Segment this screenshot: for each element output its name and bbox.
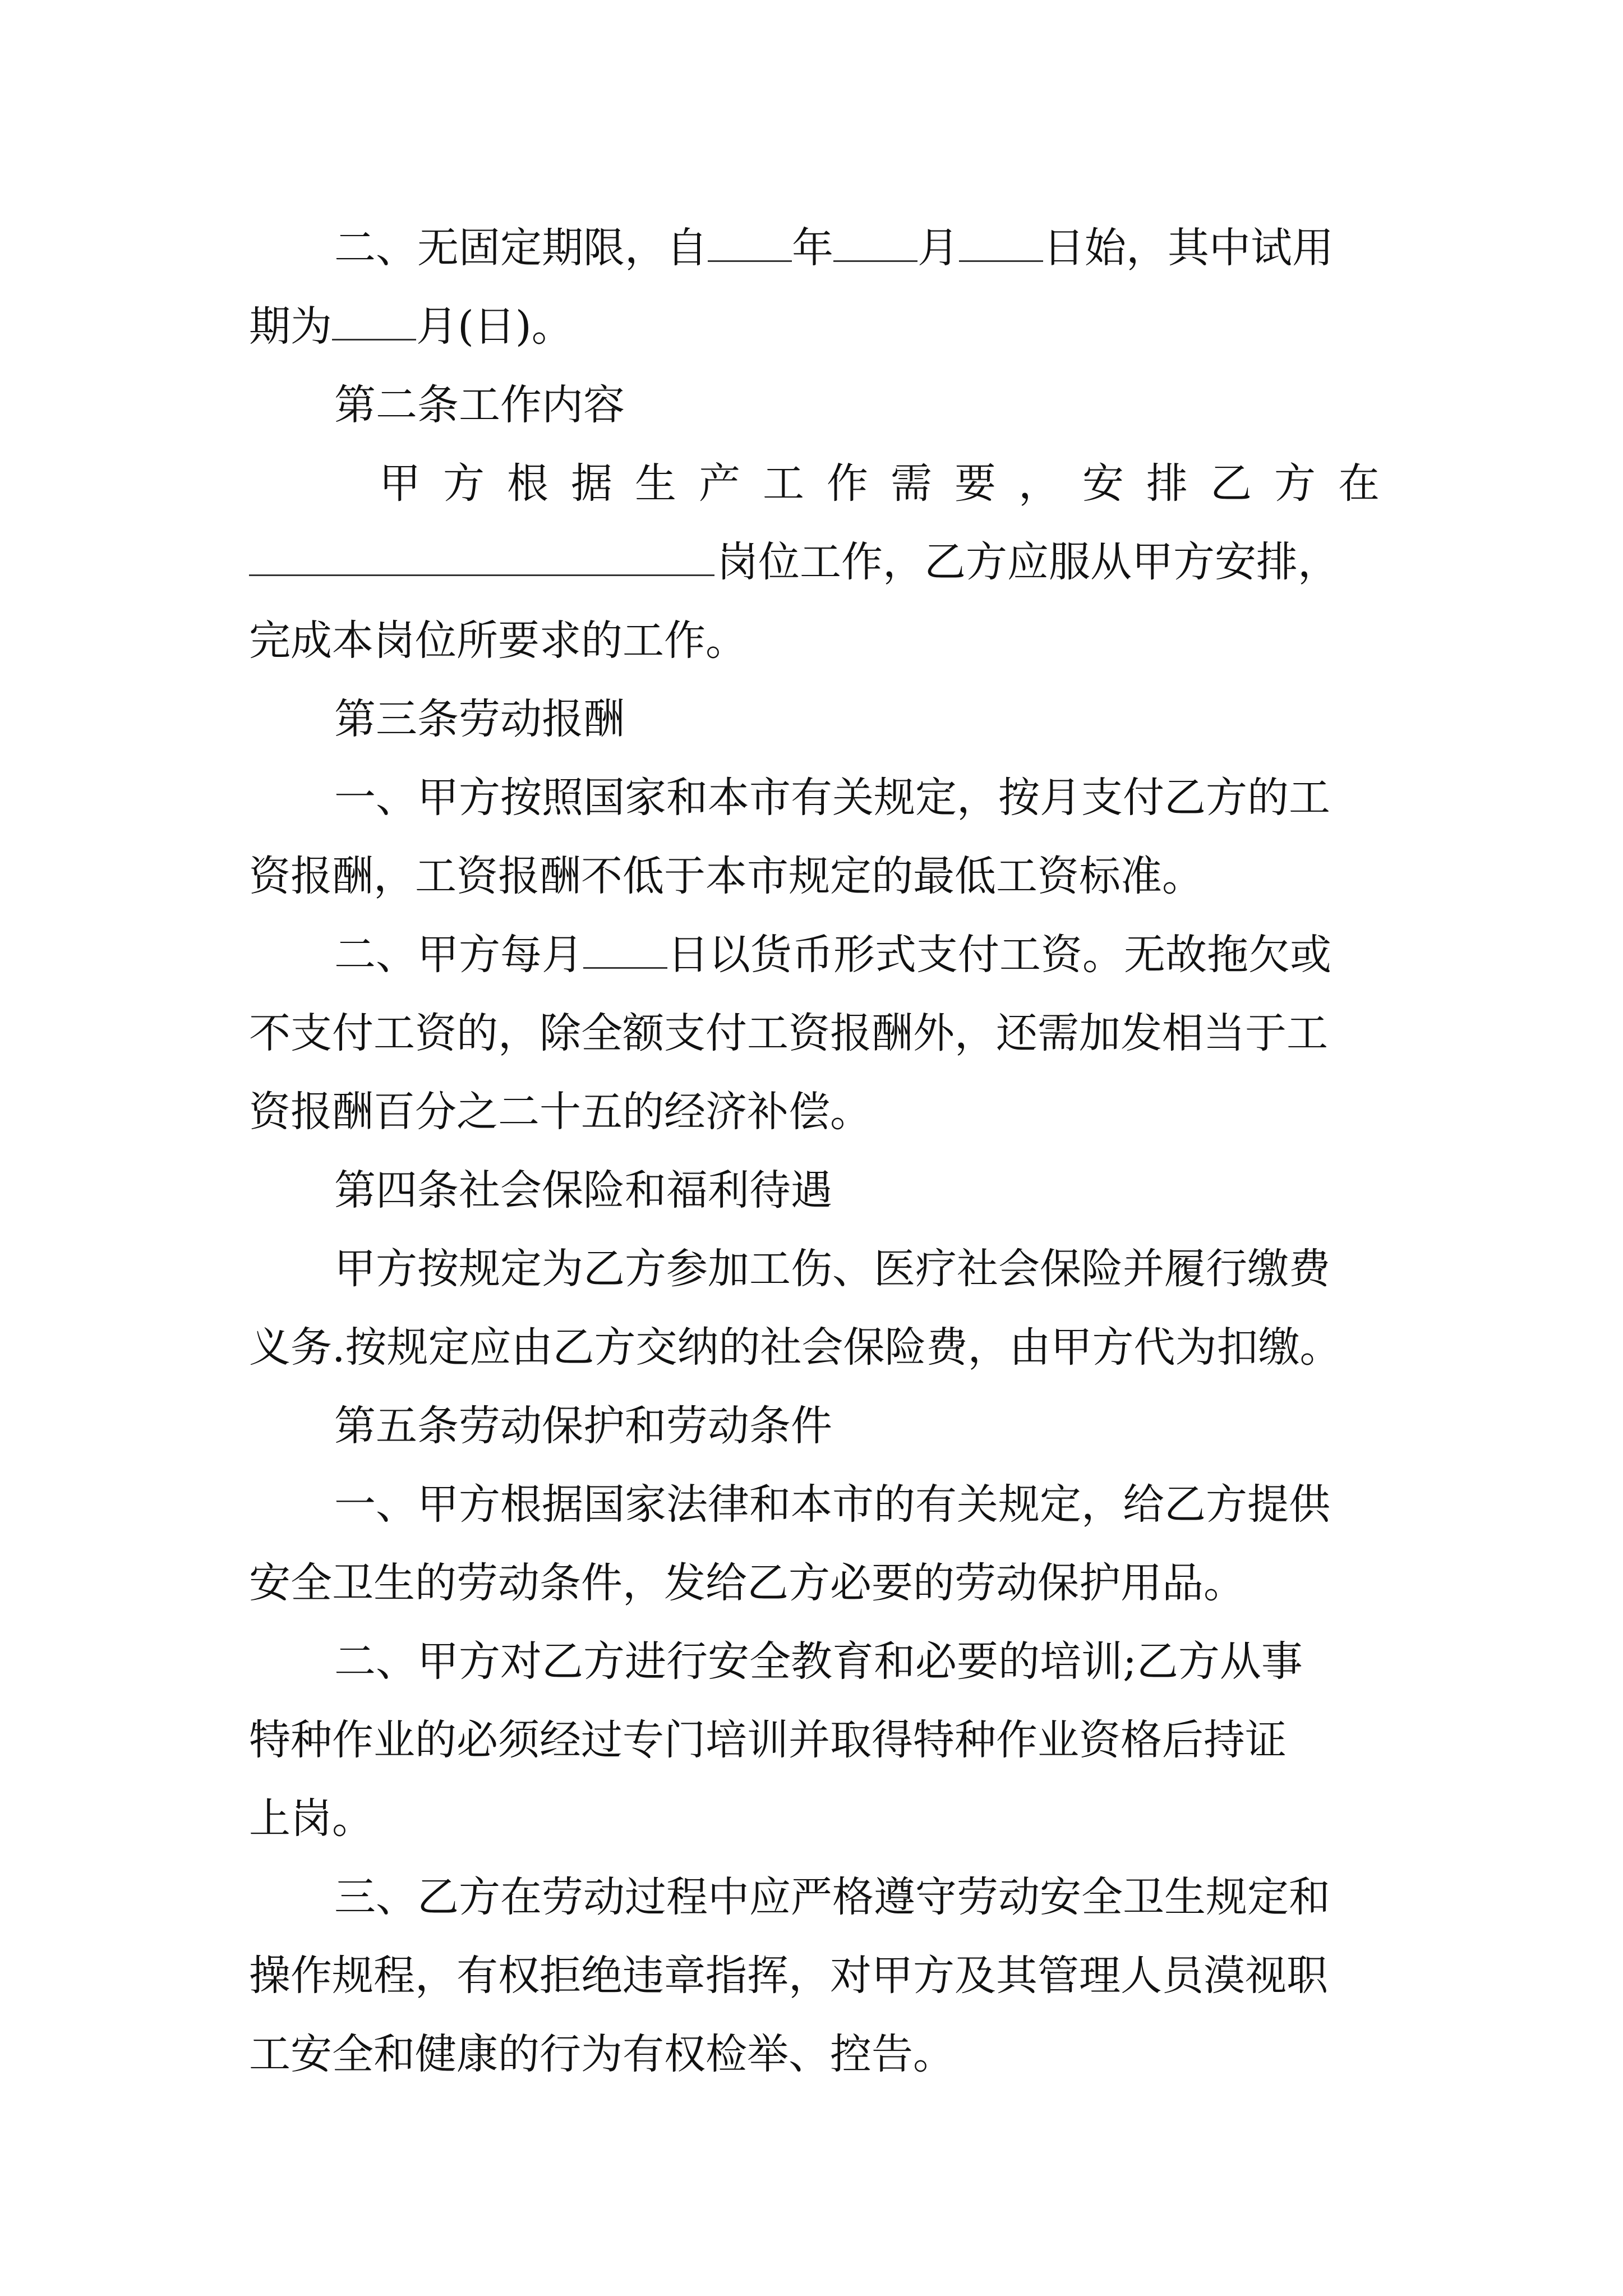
paragraph-pay-2-line-2: 不支付工资的，除全额支付工资报酬外，还需加发相当于工 <box>249 1009 1328 1057</box>
paragraph-term-line-2 <box>249 287 1380 366</box>
paragraph-work-line-3: 完成本岗位所要求的工作。 <box>249 616 747 665</box>
paragraph-pay-2-line-3: 资报酬百分之二十五的经济补偿。 <box>249 1088 872 1136</box>
blank-day[interactable] <box>959 219 1043 262</box>
paragraph-work-line-1: 甲方根据生产工作需要，安排乙方在 <box>379 459 1380 508</box>
document-body <box>249 209 1380 2093</box>
paragraph-protection-2-line-1: 二、甲方对乙方进行安全教育和必要的培训;乙方从事 <box>334 1637 1303 1686</box>
blank-position[interactable] <box>249 533 714 576</box>
section-heading-3: 第三条劳动报酬 <box>334 695 625 743</box>
paragraph-insurance-line-2: 义务.按规定应由乙方交纳的社会保险费，由甲方代为扣缴。 <box>249 1323 1341 1372</box>
text: 日始，其中试用 <box>1043 224 1334 272</box>
section-heading-5: 第五条劳动保护和劳动条件 <box>334 1402 832 1450</box>
paragraph-protection-2-line-3: 上岗。 <box>249 1795 374 1843</box>
text: 日以货币形式支付工资。无故拖欠或 <box>667 931 1331 979</box>
blank-month[interactable] <box>833 219 917 262</box>
blank-probation[interactable] <box>332 297 416 341</box>
paragraph-insurance-line-1: 甲方按规定为乙方参加工伤、医疗社会保险并履行缴费 <box>334 1245 1330 1293</box>
text: 月 <box>917 224 959 272</box>
text: 年 <box>792 224 833 272</box>
text: 月(日)。 <box>416 302 573 351</box>
text: 二、无固定期限，自 <box>334 224 708 272</box>
paragraph-protection-1-line-2: 安全卫生的劳动条件，发给乙方必要的劳动保护用品。 <box>249 1559 1245 1607</box>
paragraph-pay-1-line-1: 一、甲方按照国家和本市有关规定，按月支付乙方的工 <box>334 774 1330 822</box>
paragraph-protection-3-line-1: 三、乙方在劳动过程中应严格遵守劳动安全卫生规定和 <box>334 1873 1330 1921</box>
paragraph-protection-1-line-1: 一、甲方根据国家法律和本市的有关规定，给乙方提供 <box>334 1480 1330 1529</box>
paragraph-protection-3-line-3: 工安全和健康的行为有权检举、控告。 <box>249 2030 955 2078</box>
paragraph-protection-2-line-2: 特种作业的必须经过专门培训并取得特种作业资格后持证 <box>249 1716 1287 1764</box>
paragraph-term-line-1 <box>249 209 1380 287</box>
paragraph-pay-1-line-2: 资报酬，工资报酬不低于本市规定的最低工资标准。 <box>249 852 1204 900</box>
text: 二、甲方每月 <box>334 931 583 979</box>
text: 岗位工作，乙方应服从甲方安排， <box>717 538 1339 586</box>
paragraph-protection-3-line-2: 操作规程，有权拒绝违章指挥，对甲方及其管理人员漠视职 <box>249 1952 1328 2000</box>
text: 期为 <box>249 302 332 351</box>
section-heading-4: 第四条社会保险和福利待遇 <box>334 1166 832 1214</box>
section-heading-2: 第二条工作内容 <box>334 381 625 429</box>
paragraph-pay-2-line-1 <box>249 915 1380 994</box>
paragraph-work-line-2 <box>249 523 1380 601</box>
blank-year[interactable] <box>708 219 792 262</box>
blank-pay-day[interactable] <box>583 926 667 969</box>
